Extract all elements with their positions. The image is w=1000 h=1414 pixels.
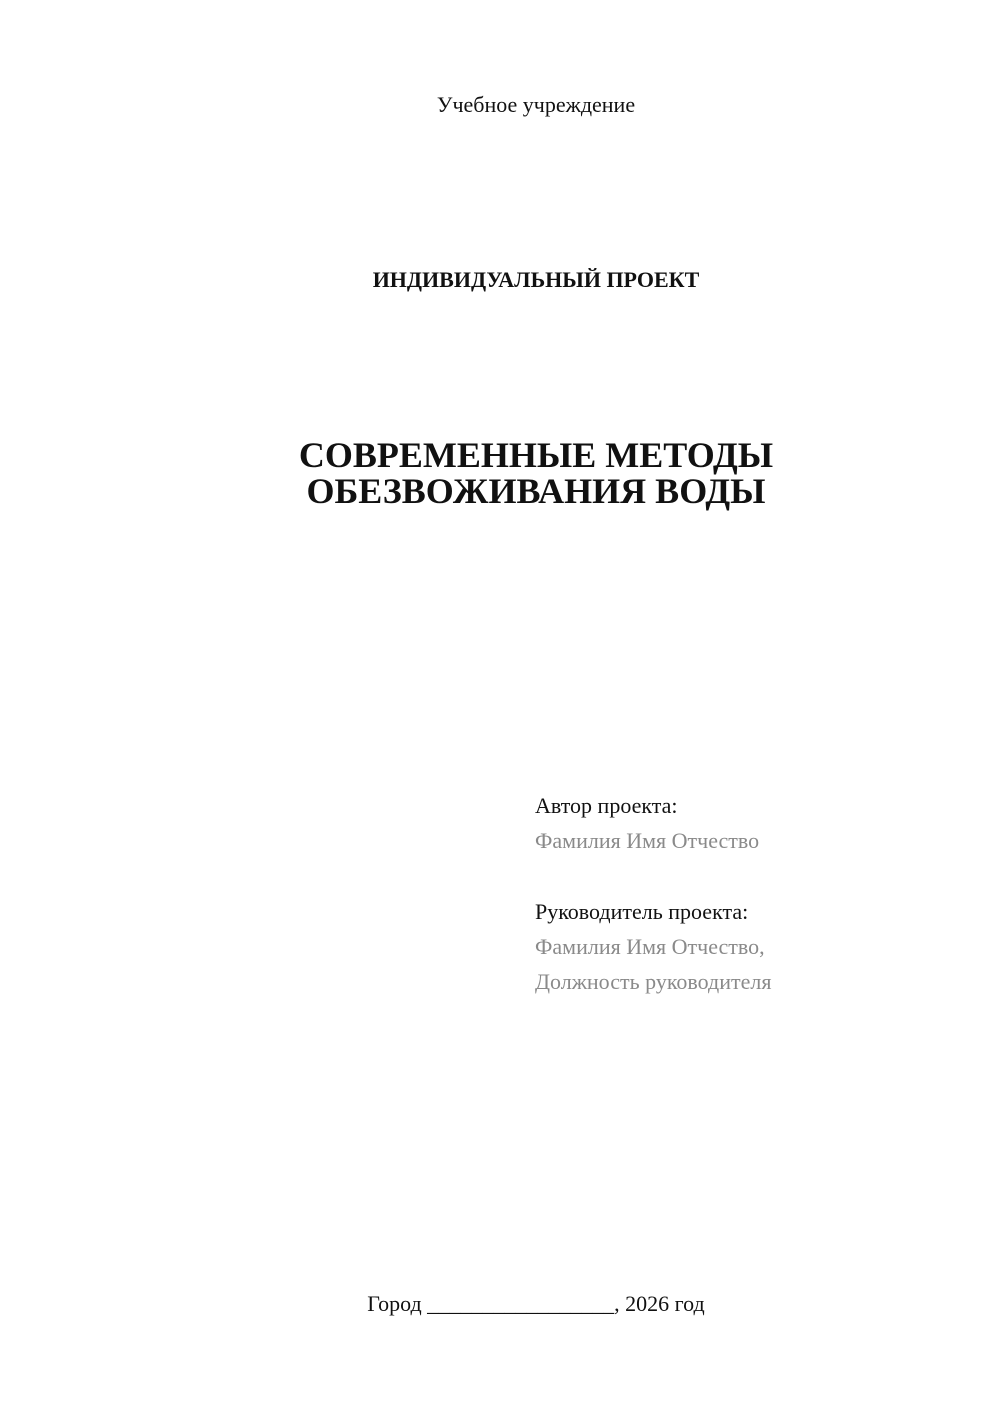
credits-spacer [535,858,975,894]
author-label: Автор проекта: [535,793,678,818]
project-type-heading: ИНДИВИДУАЛЬНЫЙ ПРОЕКТ [372,267,700,292]
project-credits [535,788,975,999]
project-title-line-2: ОБЕЗВОЖИВАНИЯ ВОДЫ [306,471,766,511]
institution-name: Учебное учреждение [436,92,636,117]
supervisor-label: Руководитель проекта: [535,899,749,924]
project-title-line-1: СОВРЕМЕННЫЕ МЕТОДЫ [298,435,774,475]
supervisor-name: Фамилия Имя Отчество, [535,934,765,959]
city-year-line: Город _________________, 2026 год [367,1291,705,1316]
author-name: Фамилия Имя Отчество [535,828,760,853]
project-title [0,437,1000,509]
supervisor-position: Должность руководителя [535,969,772,994]
